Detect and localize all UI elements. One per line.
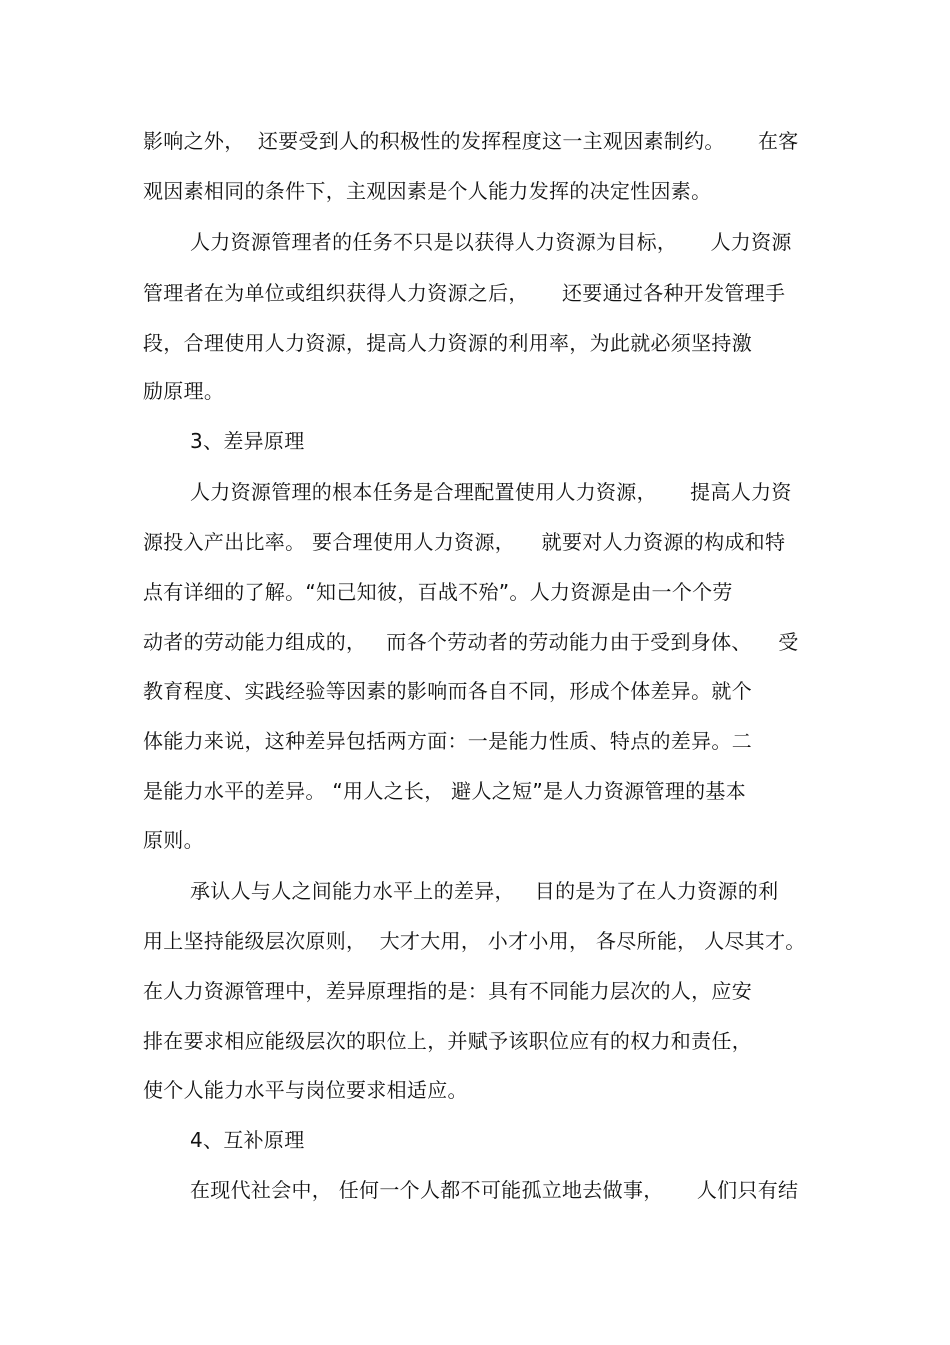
text-line: 排在要求相应能级层次的职位上，并赋予该职位应有的权力和责任，: [143, 1029, 752, 1053]
text-line: 观因素相同的条件下，主观因素是个人能力发挥的决定性因素。: [143, 179, 712, 203]
text-line: 是能力水平的差异。 “用人之长， 避人之短”是人力资源管理的基本: [143, 779, 747, 803]
text-line: 人力资源管理的根本任务是合理配置使用人力资源， 提高人力资: [190, 480, 792, 504]
text-line: 点有详细的了解。“知己知彼，百战不殆”。人力资源是由一个个劳: [143, 580, 733, 604]
text-line: 原则。: [143, 828, 204, 852]
text-line: 教育程度、实践经验等因素的影响而各自不同，形成个体差异。就个: [143, 679, 752, 703]
text-line: 使个人能力水平与岗位要求相适应。: [143, 1078, 468, 1102]
section-heading: 4、互补原理: [190, 1128, 305, 1152]
text-line: 体能力来说，这种差异包括两方面：一是能力性质、特点的差异。二: [143, 729, 752, 753]
text-line: 励原理。: [143, 379, 225, 403]
text-line: 源投入产出比率。 要合理使用人力资源， 就要对人力资源的构成和特: [143, 530, 786, 554]
text-line: 人力资源管理者的任务不只是以获得人力资源为目标， 人力资源: [190, 230, 792, 254]
text-line: 动者的劳动能力组成的， 而各个劳动者的劳动能力由于受到身体、 受: [143, 630, 799, 654]
section-heading: 3、差异原理: [190, 429, 305, 453]
text-line: 用上坚持能级层次原则， 大才大用， 小才小用， 各尽所能， 人尽其才。: [143, 929, 806, 953]
text-line: 影响之外， 还要受到人的积极性的发挥程度这一主观因素制约。 在客: [143, 129, 799, 153]
text-line: 段，合理使用人力资源，提高人力资源的利用率，为此就必须坚持激: [143, 331, 752, 355]
text-line: 管理者在为单位或组织获得人力资源之后， 还要通过各种开发管理手: [143, 281, 786, 305]
text-line: 在人力资源管理中，差异原理指的是：具有不同能力层次的人，应安: [143, 979, 752, 1003]
text-line: 在现代社会中， 任何一个人都不可能孤立地去做事， 人们只有结: [190, 1178, 799, 1202]
text-line: 承认人与人之间能力水平上的差异， 目的是为了在人力资源的利: [190, 879, 779, 903]
